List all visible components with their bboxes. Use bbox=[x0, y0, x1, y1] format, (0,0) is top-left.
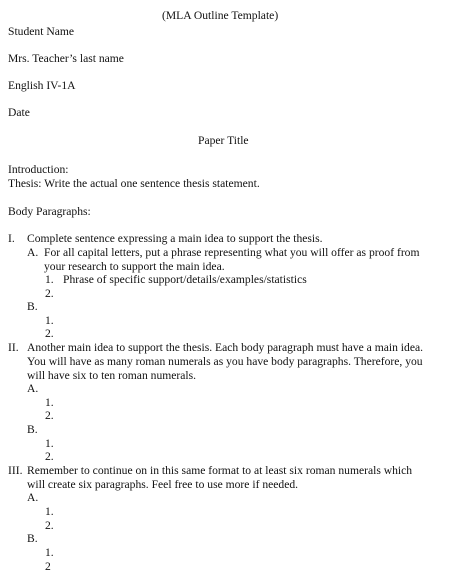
outline-ii-b-1-number: 1. bbox=[45, 437, 54, 450]
outline-ii-text-line3: will have six to ten roman numerals. bbox=[27, 369, 197, 382]
outline-i-text: Complete sentence expressing a main idea to support the thesis. bbox=[27, 232, 323, 245]
outline-i-a-1-text: Phrase of specific support/details/examples/statistics bbox=[63, 273, 307, 286]
outline-iii-b-1-number: 1. bbox=[45, 546, 54, 559]
outline-ii-a-2-number: 2. bbox=[45, 409, 54, 422]
outline-i-a-1-number: 1. bbox=[45, 273, 54, 286]
paper-title: Paper Title bbox=[198, 134, 249, 147]
outline-ii-b-letter: B. bbox=[27, 423, 38, 436]
student-name: Student Name bbox=[8, 25, 75, 38]
template-title: (MLA Outline Template) bbox=[162, 9, 279, 22]
date-line: Date bbox=[8, 106, 30, 119]
outline-i-numeral: I. bbox=[8, 232, 15, 245]
outline-i-a-text-line2: your research to support the main idea. bbox=[44, 260, 225, 273]
teacher-name: Mrs. Teacher’s last name bbox=[8, 52, 124, 65]
introduction-label: Introduction: bbox=[8, 163, 69, 176]
outline-iii-b-letter: B. bbox=[27, 532, 38, 545]
outline-ii-text-line1: Another main idea to support the thesis. Each body paragraph must have a main idea. bbox=[27, 341, 424, 354]
outline-iii-text-line1: Remember to continue on in this same format to at least six roman numerals which bbox=[27, 464, 413, 477]
outline-i-a-2-number: 2. bbox=[45, 287, 54, 300]
outline-i-a-text-line1: For all capital letters, put a phrase representing what you will offer as proof from bbox=[44, 246, 420, 259]
outline-iii-a-1-number: 1. bbox=[45, 505, 54, 518]
outline-i-a-letter: A. bbox=[27, 246, 39, 259]
outline-ii-text-line2: You will have as many roman numerals as you have body paragraphs. Therefore, you bbox=[27, 355, 423, 368]
outline-ii-a-letter: A. bbox=[27, 382, 39, 395]
outline-ii-numeral: II. bbox=[8, 341, 19, 354]
outline-i-b-letter: B. bbox=[27, 300, 38, 313]
thesis-statement: Thesis: Write the actual one sentence thesis statement. bbox=[8, 177, 260, 190]
course-name: English IV-1A bbox=[8, 79, 76, 92]
outline-iii-a-letter: A. bbox=[27, 491, 39, 504]
outline-iii-numeral: III. bbox=[8, 464, 23, 477]
body-paragraphs-label: Body Paragraphs: bbox=[8, 205, 91, 218]
outline-i-b-1-number: 1. bbox=[45, 314, 54, 327]
outline-i-b-2-number: 2. bbox=[45, 327, 54, 340]
outline-iii-b-2-number: 2 bbox=[45, 560, 51, 573]
outline-ii-b-2-number: 2. bbox=[45, 450, 54, 463]
outline-ii-a-1-number: 1. bbox=[45, 396, 54, 409]
outline-iii-a-2-number: 2. bbox=[45, 519, 54, 532]
outline-iii-text-line2: will create six paragraphs. Feel free to use more if needed. bbox=[27, 478, 299, 491]
